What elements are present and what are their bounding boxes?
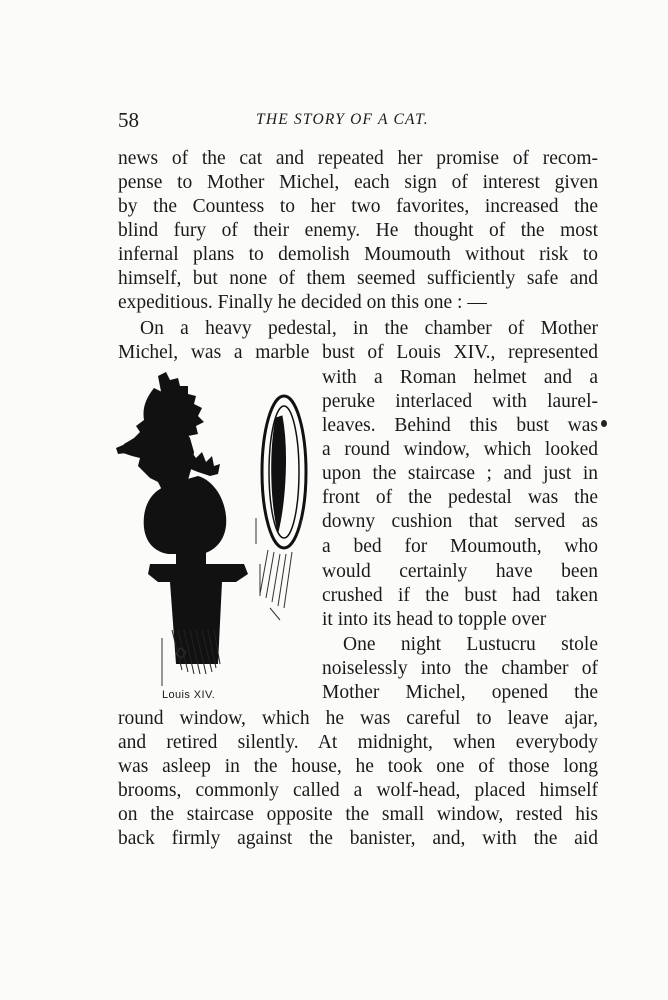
text-line: himself, but none of them seemed sufficiently safe and [118,268,598,289]
text-line: round window, which he was careful to leave ajar, [118,708,598,729]
text-line: One night Lustucru stole [343,634,598,655]
text-line: news of the cat and repeated her promise of recom- [118,148,598,169]
louis-xiv-bust-illustration [110,368,320,708]
text-line: peruke interlaced with laurel- [322,391,598,412]
page-number: 58 [118,108,139,132]
text-line: On a heavy pedestal, in the chamber of Mother [140,318,598,339]
text-line: a round window, which looked [322,439,598,460]
text-line: upon the staircase ; and just in [322,463,598,484]
illustration-caption: Louis XIV. [162,689,216,701]
text-line: Mother Michel, opened the [322,682,598,703]
bust-shoulders [144,476,227,554]
text-line: back firmly against the banister, and, with the aid [118,828,598,849]
text-line: leaves. Behind this bust was [322,415,598,436]
text-line: by the Countess to her two favorites, increased the [118,196,598,217]
text-line: a bed for Moumouth, who [322,536,598,557]
text-line: and retired silently. At midnight, when everybody [118,732,598,753]
text-line: expeditious. Finally he decided on this one : — [118,292,487,313]
margin-mark [601,420,607,427]
text-line: noiselessly into the chamber of [322,658,598,679]
round-window [262,396,306,548]
text-line: blind fury of their enemy. He thought of the most [118,220,598,241]
running-head: THE STORY OF A CAT. [256,111,429,128]
text-line: Michel, was a marble bust of Louis XIV., represented [118,342,598,363]
text-line: crushed if the bust had taken [322,585,598,606]
text-line: it into its head to topple over [322,609,547,630]
text-line: pense to Mother Michel, each sign of interest given [118,172,598,193]
pedestal-top [148,564,248,582]
text-line: with a Roman helmet and a [322,367,598,388]
text-line: would certainly have been [322,561,598,582]
text-line: brooms, commonly called a wolf-head, placed himself [118,780,598,801]
text-line: on the staircase opposite the small window, rested his [118,804,598,825]
bust-neck [176,552,206,564]
text-line: front of the pedestal was the [322,487,598,508]
page-header [118,104,598,134]
text-line: downy cushion that served as [322,511,598,532]
text-line: infernal plans to demolish Moumouth without risk to [118,244,598,265]
text-line: was asleep in the house, he took one of those long [118,756,598,777]
